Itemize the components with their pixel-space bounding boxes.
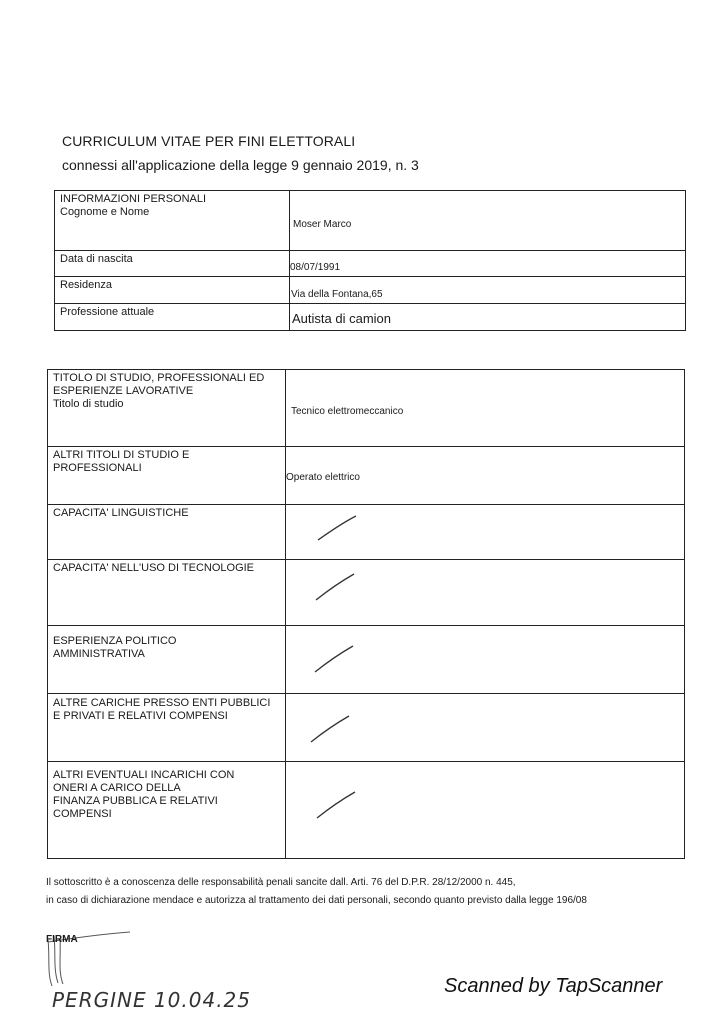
degree-value-cell xyxy=(286,370,685,447)
public-charges-label-4: COMPENSI xyxy=(53,808,112,820)
residence-value: Via della Fontana,65 xyxy=(291,289,383,300)
education-label-cell xyxy=(48,370,286,447)
offices-label-2: E PRIVATI E RELATIVI COMPENSI xyxy=(53,710,228,722)
other-titles-value-cell xyxy=(286,447,685,505)
tech-value-cell xyxy=(286,560,685,626)
political-label-cell xyxy=(48,626,286,694)
dash-mark-icon xyxy=(314,572,358,602)
offices-label-cell xyxy=(48,694,286,762)
languages-label: CAPACITA' LINGUISTICHE xyxy=(53,507,189,519)
table-row xyxy=(55,304,686,331)
dash-mark-icon xyxy=(313,644,357,674)
other-titles-label-cell xyxy=(48,447,286,505)
birth-value: 08/07/1991 xyxy=(290,262,341,273)
job-label: Professione attuale xyxy=(60,306,155,318)
document-subtitle: connessi all'applicazione della legge 9 gennaio 2019, n. 3 xyxy=(62,157,419,173)
document-title: CURRICULUM VITAE PER FINI ELETTORALI xyxy=(62,133,356,149)
public-charges-label-3: FINANZA PUBBLICA E RELATIVI xyxy=(53,795,218,807)
table-row xyxy=(48,626,685,694)
public-charges-label-2: ONERI A CARICO DELLA xyxy=(53,782,181,794)
table-row xyxy=(48,560,685,626)
table-row xyxy=(48,505,685,560)
place-date: PERGINE 10.04.25 xyxy=(52,988,252,1012)
other-titles-label-1: ALTRI TITOLI DI STUDIO E xyxy=(53,449,190,461)
table-row xyxy=(48,370,685,447)
birth-label-cell xyxy=(55,251,290,277)
public-charges-label-cell xyxy=(48,762,286,859)
declaration-line-1: Il sottoscritto è a conoscenza delle responsabilità penali sancite dall. Arti. 76 del D.P.R. 28/12/2000 n. 445, xyxy=(46,877,516,888)
job-value-cell xyxy=(290,304,686,331)
other-titles-label-2: PROFESSIONALI xyxy=(53,462,142,474)
degree-label: Titolo di studio xyxy=(53,398,124,410)
table-row xyxy=(55,277,686,304)
dash-mark-icon xyxy=(316,513,360,543)
degree-value: Tecnico elettromeccanico xyxy=(291,406,404,417)
table-row xyxy=(48,694,685,762)
personal-info-table xyxy=(54,190,686,331)
education-heading-2: ESPERIENZE LAVORATIVE xyxy=(53,385,194,397)
political-value-cell xyxy=(286,626,685,694)
residence-label-cell xyxy=(55,277,290,304)
offices-value-cell xyxy=(286,694,685,762)
personal-section-heading: INFORMAZIONI PERSONALI xyxy=(60,193,207,205)
table-row xyxy=(48,762,685,859)
job-label-cell xyxy=(55,304,290,331)
tech-label-cell xyxy=(48,560,286,626)
table-row xyxy=(55,251,686,277)
personal-label-cell xyxy=(55,191,290,251)
scanner-watermark: Scanned by TapScanner xyxy=(444,975,663,997)
tech-label: CAPACITA' NELL'USO DI TECNOLOGIE xyxy=(53,562,255,574)
offices-label-1: ALTRE CARICHE PRESSO ENTI PUBBLICI xyxy=(53,697,271,709)
languages-value-cell xyxy=(286,505,685,560)
birth-value-cell xyxy=(290,251,686,277)
languages-label-cell xyxy=(48,505,286,560)
public-charges-label-1: ALTRI EVENTUALI INCARICHI CON xyxy=(53,769,235,781)
name-value: Moser Marco xyxy=(293,219,352,230)
education-table xyxy=(47,369,685,859)
political-label-2: AMMINISTRATIVA xyxy=(53,648,145,660)
education-heading-1: TITOLO DI STUDIO, PROFESSIONALI ED xyxy=(53,372,265,384)
name-value-cell xyxy=(290,191,686,251)
name-label: Cognome e Nome xyxy=(60,206,150,218)
birth-label: Data di nascita xyxy=(60,253,133,265)
political-label-1: ESPERIENZA POLITICO xyxy=(53,635,177,647)
residence-label: Residenza xyxy=(60,279,112,291)
table-row xyxy=(55,191,686,251)
dash-mark-icon xyxy=(315,790,359,820)
job-value: Autista di camion xyxy=(292,311,391,326)
declaration-line-2: in caso di dichiarazione mendace e autorizza al trattamento dei dati personali, secondo quanto previsto dalla legge 196/08 xyxy=(46,895,587,906)
dash-mark-icon xyxy=(309,714,353,744)
table-row xyxy=(48,447,685,505)
other-titles-value: Operato elettrico xyxy=(286,472,360,483)
residence-value-cell xyxy=(290,277,686,304)
signature-label: FIRMA xyxy=(46,934,78,945)
public-charges-value-cell xyxy=(286,762,685,859)
